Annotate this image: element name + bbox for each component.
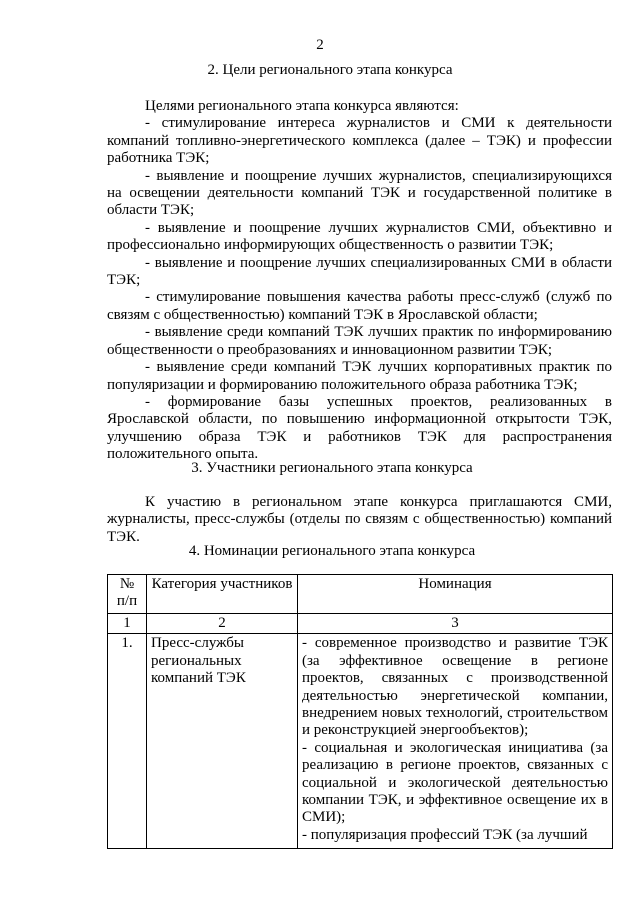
goal-item: - стимулирование интереса журналистов и СМИ к деятельности компаний топливно-энергетического комплекса (далее – ТЭК) и профессии работника ТЭК; <box>107 115 612 167</box>
nominations-table <box>107 574 613 849</box>
section-2-body <box>107 98 612 464</box>
header-number: № п/п <box>108 575 147 614</box>
row-nominations <box>298 634 613 849</box>
nomination-item: - социальная и экологическая инициатива (за реализацию в регионе проектов, связанных с социальной и экологической деятельностью компании ТЭК, и эффективное освещение их в СМИ); <box>302 739 608 826</box>
section-4-heading: 4. Номинации регионального этапа конкурса <box>188 543 476 559</box>
page-number: 2 <box>316 37 324 53</box>
participants-text: К участию в региональном этапе конкурса приглашаются СМИ, журналисты, пресс-службы (отделы по связям с общественностью) компаний ТЭК. <box>107 494 612 545</box>
goal-item: - выявление среди компаний ТЭК лучших практик по информированию общественности о преобразованиях и инновационном развитии ТЭК; <box>107 324 612 358</box>
column-number: 3 <box>298 614 613 634</box>
nomination-item: - популяризация профессий ТЭК (за лучший <box>302 826 588 843</box>
header-nomination: Номинация <box>298 575 613 614</box>
nomination-item: - современное производство и развитие ТЭК (за эффективное освещение в регионе проектов, связанных с производственной деятельностью энергетической компании, внедрением новых технологий, строительством и реконструкцией энергообъектов); <box>302 635 608 739</box>
section-3-heading: 3. Участники регионального этапа конкурса <box>191 460 473 476</box>
header-category: Категория участников <box>147 575 298 614</box>
column-number: 2 <box>147 614 298 634</box>
table-row <box>108 634 613 849</box>
row-category: Пресс-службы региональных компаний ТЭК <box>147 634 298 849</box>
goal-item: - выявление и поощрение лучших журналистов, специализирующихся на освещении деятельности компаний ТЭК и государственной политике в области ТЭК; <box>107 167 612 219</box>
column-number: 1 <box>108 614 147 634</box>
goal-item: - выявление и поощрение лучших журналистов СМИ, объективно и профессионально информирующих общественность о развитии ТЭК; <box>107 219 612 254</box>
goal-item: - стимулирование повышения качества работы пресс-служб (служб по связям с общественностью) компаний ТЭК в Ярославской области; <box>107 289 612 323</box>
section-3-body <box>107 494 612 546</box>
goals-intro: Целями регионального этапа конкурса являются: <box>145 98 459 114</box>
table-column-numbers-row <box>108 614 613 634</box>
goal-item: - выявление среди компаний ТЭК лучших корпоративных практик по популяризации и формированию положительного образа работника ТЭК; <box>107 359 612 393</box>
row-number: 1. <box>108 634 147 849</box>
goal-item: - формирование базы успешных проектов, реализованных в Ярославской области, по повышению информационной открытости ТЭК, улучшению образа ТЭК и работников ТЭК для распространения положительного опыта. <box>107 393 612 463</box>
section-2-heading: 2. Цели регионального этапа конкурса <box>207 62 453 78</box>
table-header-row <box>108 575 613 614</box>
goal-item: - выявление и поощрение лучших специализированных СМИ в области ТЭК; <box>107 254 612 289</box>
